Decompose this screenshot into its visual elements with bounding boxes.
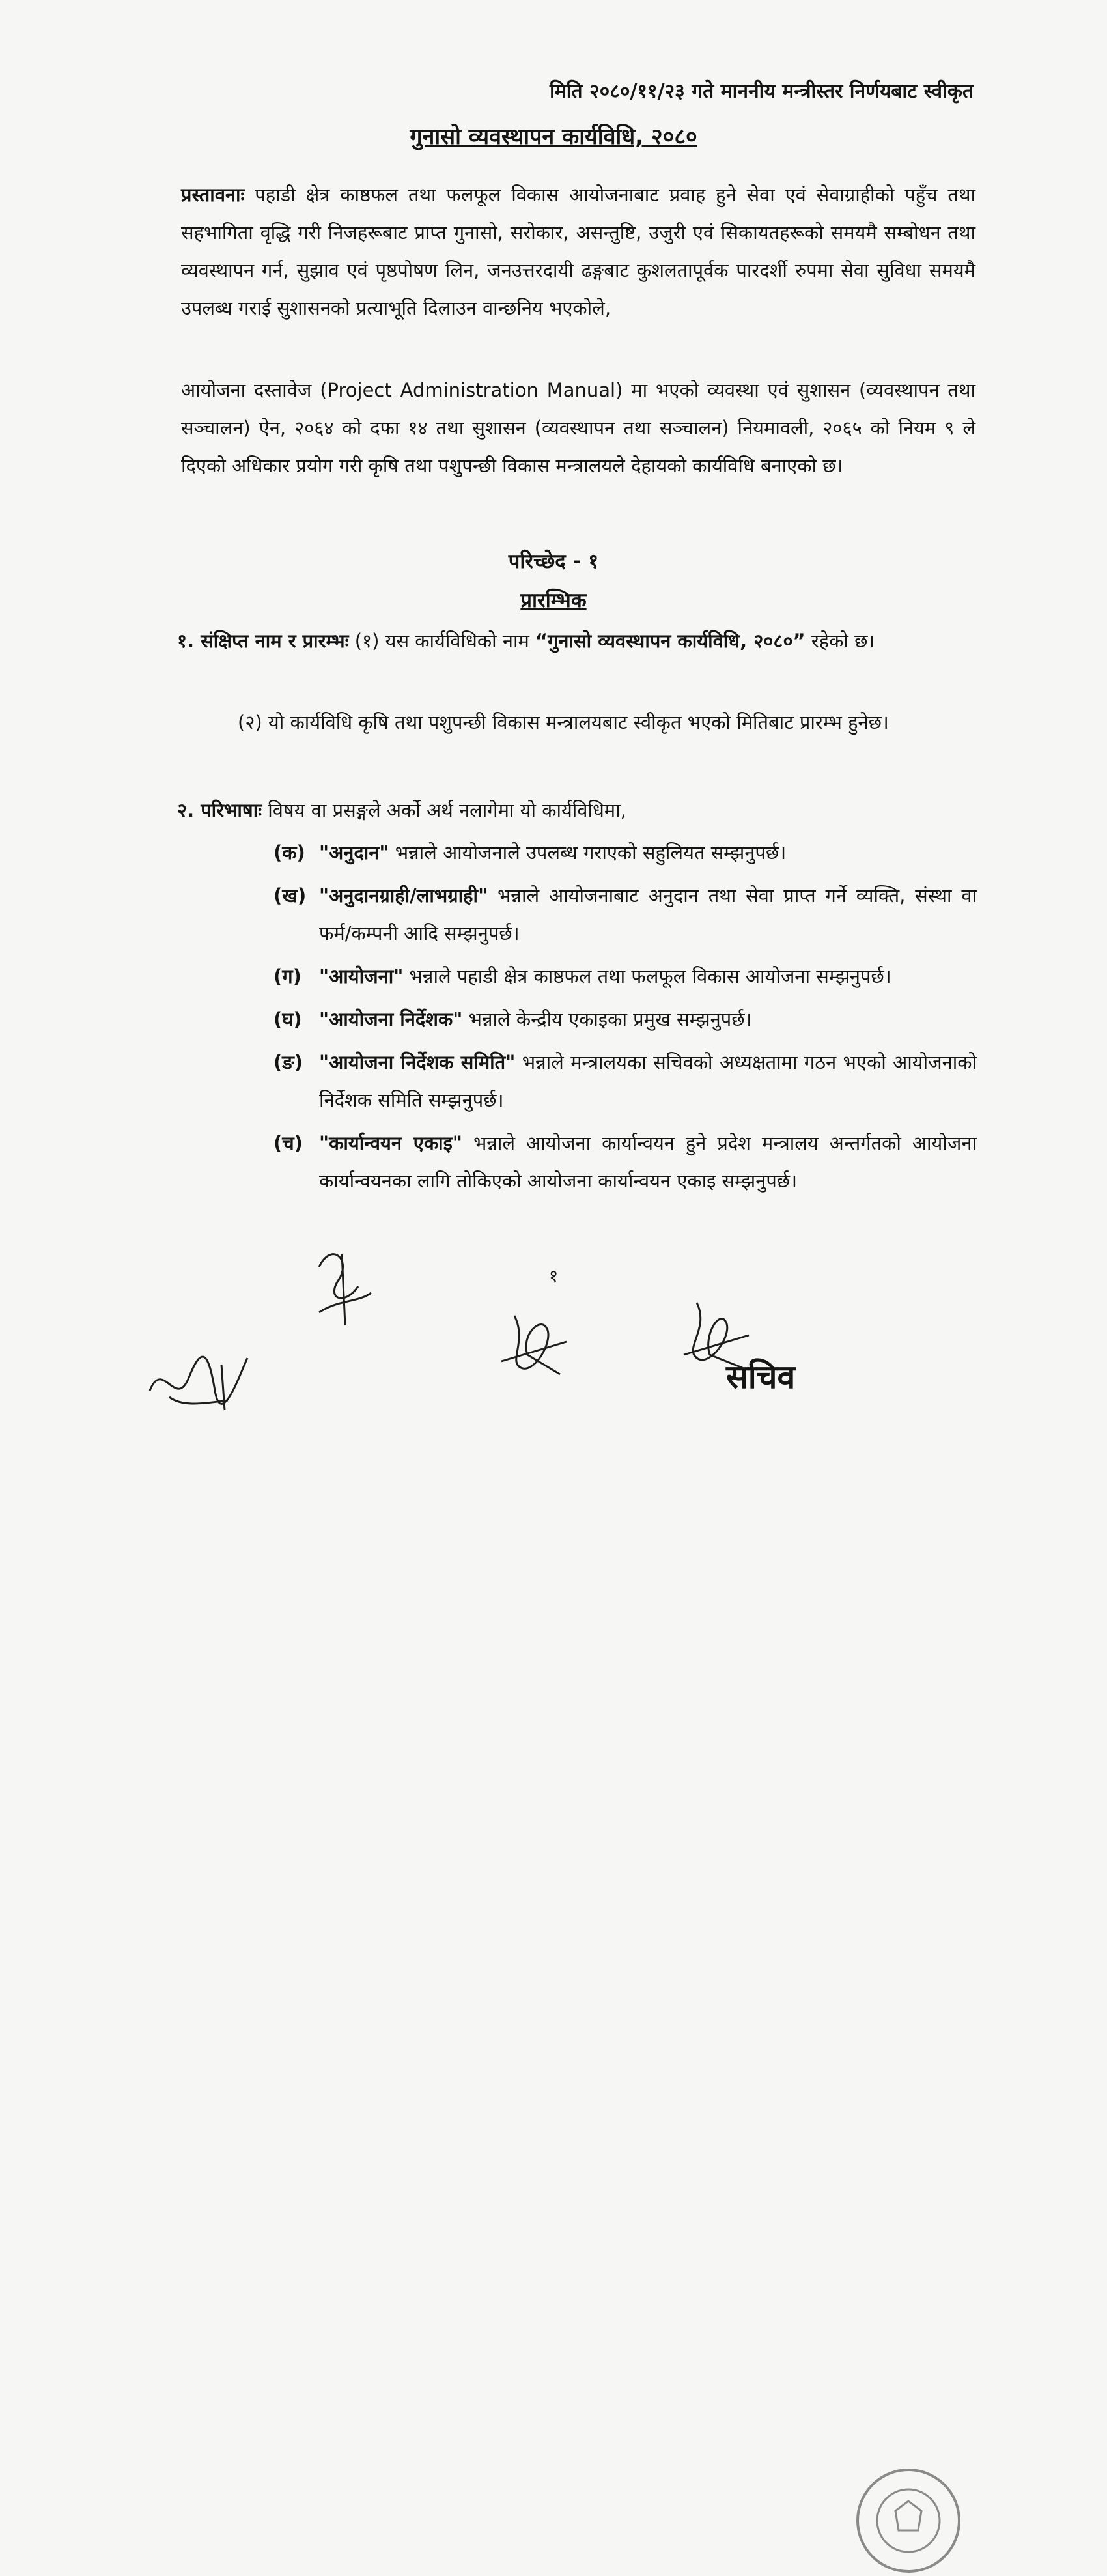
section-1-quoted-name: “गुनासो व्यवस्थापन कार्यविधि, २०८०” (535, 630, 806, 652)
definition-item (273, 877, 977, 952)
signature-2-icon (306, 1241, 384, 1332)
section-2-heading: २. परिभाषाः (177, 799, 262, 821)
definition-item (273, 1043, 977, 1119)
chapter-title: प्रारम्भिक (520, 589, 587, 612)
definition-item (273, 834, 977, 871)
chapter-number: परिच्छेद - १ (508, 550, 599, 573)
section-1-subclause-2: (२) यो कार्यविधि कृषि तथा पशुपन्छी विकास मन्त्रालयबाट स्वीकृत भएको मितिबाट प्रारम्भ हुनेछ। (238, 711, 889, 733)
definition-mark: (क) (273, 842, 305, 864)
definition-text: भन्नाले आयोजनाले उपलब्ध गराएको सहुलियत सम्झनुपर्छ। (395, 842, 787, 864)
definition-term: "आयोजना निर्देशक" (319, 1008, 463, 1030)
preamble-label: प्रस्तावनाः (181, 184, 245, 206)
definition-mark: (च) (273, 1132, 303, 1154)
signature-1-icon (143, 1345, 254, 1417)
section-1-heading: १. संक्षिप्त नाम र प्रारम्भः (177, 630, 349, 652)
definition-text: भन्नाले केन्द्रीय एकाइका प्रमुख सम्झनुपर्छ। (468, 1008, 752, 1030)
definition-term: "आयोजना निर्देशक समिति" (319, 1051, 516, 1073)
section-2 (177, 791, 975, 829)
approval-note: मिति २०८०/११/२३ गते माननीय मन्त्रीस्तर निर्णयबाट स्वीकृत (550, 80, 974, 103)
definition-text: भन्नाले पहाडी क्षेत्र काष्ठफल तथा फलफूल विकास आयोजना सम्झनुपर्छ। (409, 965, 891, 987)
definition-text: भन्नाले आयोजनाबाट अनुदान तथा सेवा प्राप्त गर्ने व्यक्ति, संस्था वा फर्म/कम्पनी आदि सम्झनुपर्छ। (319, 885, 977, 944)
definition-mark: (ङ) (273, 1051, 303, 1073)
signature-area (0, 1224, 1107, 1433)
preamble-paragraph (181, 176, 975, 327)
section-1 (177, 622, 975, 660)
definitions-list (273, 834, 977, 1205)
definition-text: भन्नाले मन्त्रालयका सचिवको अध्यक्षतामा गठन भएको आयोजनाको निर्देशक समिति सम्झनुपर्छ। (319, 1051, 977, 1111)
definition-mark: (ख) (273, 885, 307, 907)
signature-3-icon (495, 1303, 573, 1381)
definition-term: "अनुदान" (319, 842, 389, 864)
definition-text: भन्नाले आयोजना कार्यान्वयन हुने प्रदेश मन्त्रालय अन्तर्गतको आयोजना कार्यान्वयनका लागि तोकिएको आयोजना कार्यान्वयन एकाइ सम्झनुपर्छ। (319, 1132, 977, 1192)
document-title: गुनासो व्यवस्थापन कार्यविधि, २०८० (410, 124, 697, 150)
definition-term: "अनुदानग्राही/लाभग्राही" (319, 885, 488, 907)
section-1-text-before: (१) यस कार्यविधिको नाम (354, 630, 529, 652)
preamble-text: पहाडी क्षेत्र काष्ठफल तथा फलफूल विकास आयोजनाबाट प्रवाह हुने सेवा एवं सेवाग्राहीको पहुँच तथा सहभागिता वृद्धि गरी निजहरूबाट प्राप्त गुनासो, सरोकार, असन्तुष्टि, उजुरी एवं सिकायतहरूको समयमै सम्बोधन तथा व्यवस्थापन गर्न, सुझाव एवं पृष्ठपोषण लिन, जनउत्तरदायी ढङ्गबाट कुशलतापूर्वक पारदर्शी रुपमा सेवा सुविधा समयमै उपलब्ध गराई सुशासनको प्रत्याभूति दिलाउन वान्छनिय भएकोले, (181, 184, 975, 319)
definition-term: "आयोजना" (319, 965, 404, 987)
authority-paragraph: आयोजना दस्तावेज (Project Administration Manual) मा भएको व्यवस्था एवं सुशासन (व्यवस्थापन तथा सञ्चालन) ऐन, २०६४ को दफा १४ तथा सुशासन (व्यवस्थापन तथा सञ्चालन) नियमावली, २०६५ को नियम ९ ले दिएको अधिकार प्रयोग गरी कृषि तथा पशुपन्छी विकास मन्त्रालयले देहायको कार्यविधि बनाएको छ। (181, 379, 975, 477)
definition-term: "कार्यान्वयन एकाइ" (319, 1132, 462, 1154)
definition-item (273, 957, 977, 995)
section-1-text-after: रहेको छ। (811, 630, 875, 652)
secretary-label: सचिव (726, 1358, 796, 1396)
definition-mark: (घ) (273, 1008, 302, 1030)
page-number: १ (548, 1266, 559, 1287)
definition-mark: (ग) (273, 965, 301, 987)
definition-item (273, 1000, 977, 1038)
official-seal-icon (853, 2465, 964, 2576)
definition-item (273, 1124, 977, 1200)
section-2-intro: विषय वा प्रसङ्गले अर्को अर्थ नलागेमा यो कार्यविधिमा, (268, 799, 626, 821)
